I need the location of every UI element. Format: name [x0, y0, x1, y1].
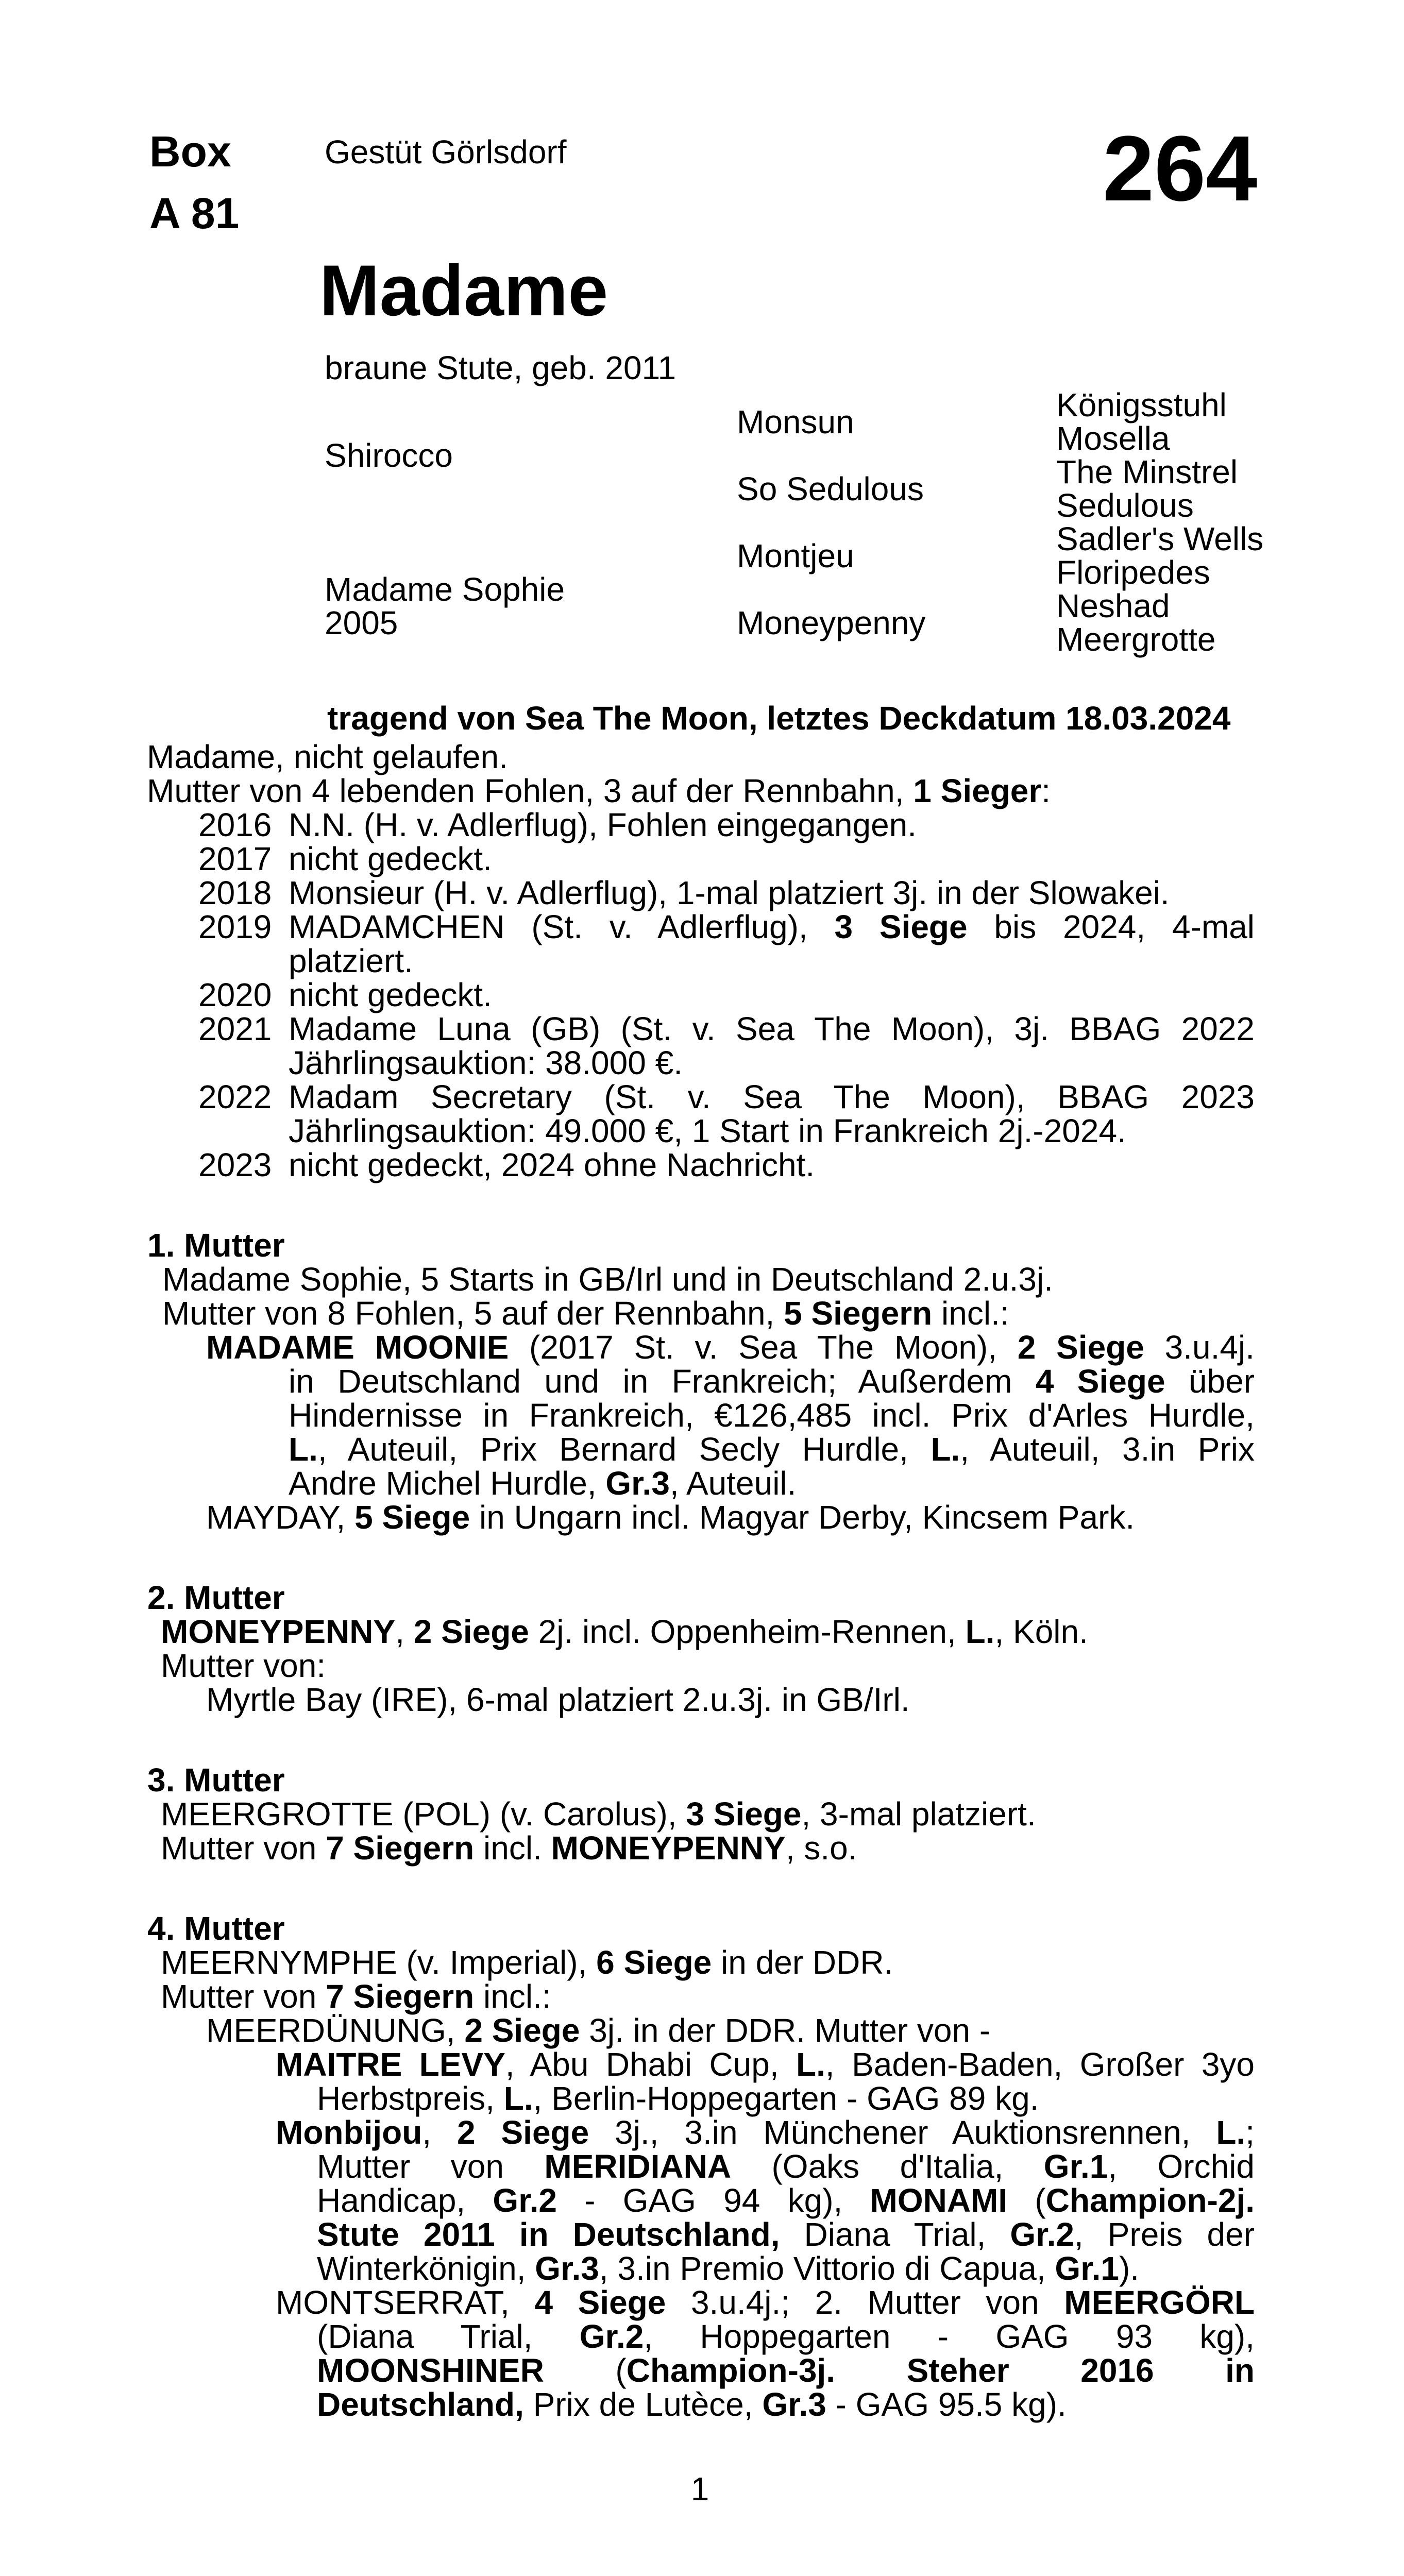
text-segment: incl.: [932, 1295, 1009, 1332]
bold-text-segment: 4 Siege [534, 2284, 666, 2321]
bold-text-segment: 3 Siege [834, 908, 968, 945]
text-segment: - GAG 95.5 kg). [826, 2386, 1067, 2423]
text-segment: (Oaks d'Italia, [731, 2148, 1044, 2185]
page-number: 1 [690, 2470, 709, 2507]
text-segment: (Diana Trial, [317, 2318, 580, 2355]
line [161, 1946, 893, 1979]
bold-text-segment: Gr.2 [493, 2182, 557, 2219]
bold-text-segment: Gr.2 [1010, 2216, 1074, 2253]
line [289, 1467, 796, 1500]
line-dam-summary [147, 774, 1051, 807]
text-segment: , Baden-Baden, Großer 3yo [825, 2046, 1255, 2083]
text-segment: ( [544, 2352, 627, 2389]
bold-text-segment: MERIDIANA [544, 2148, 732, 2185]
bold-text-segment: L. [965, 1613, 995, 1650]
produce-text [289, 978, 492, 1011]
bold-text-segment: Gr.3 [535, 2250, 599, 2287]
text-segment: , Auteuil, Prix Bernard Secly Hurdle, [317, 1431, 931, 1468]
horse-name: Madame [319, 250, 608, 331]
text-segment: 2016 [198, 806, 272, 843]
bold-text-segment: L. [796, 2046, 825, 2083]
pedigree-dam-year: 2005 [325, 604, 398, 641]
text-segment: über [1165, 1363, 1255, 1400]
line [317, 2354, 1255, 2387]
bold-text-segment: 3 Siege [686, 1795, 802, 1833]
pedigree-sire-sire: Monsun [737, 403, 854, 440]
line [161, 1795, 1036, 1833]
line [161, 1615, 1088, 1648]
line [317, 2184, 1255, 2217]
bold-text-segment: Champion-3j. Steher 2016 in [626, 2352, 1255, 2389]
text-segment: incl.: [474, 1978, 551, 2015]
bold-text-segment: 3. Mutter [147, 1761, 285, 1799]
text-segment: Herbstpreis, [317, 2080, 504, 2117]
line [161, 1649, 326, 1682]
bold-text-segment: MONAMI [870, 2182, 1008, 2219]
produce-text [289, 1114, 1126, 1147]
produce-year [198, 978, 272, 1011]
bold-text-segment: L. [1216, 2114, 1246, 2151]
bold-text-segment: Gr.1 [1043, 2148, 1108, 2185]
pedigree-gg-3: The Minstrel [1056, 453, 1238, 490]
bold-text-segment: 2 Siege [464, 2012, 580, 2049]
box-label: Box [149, 127, 231, 176]
produce-year [198, 842, 272, 875]
text-segment: Mutter von [161, 1829, 326, 1867]
produce-text [289, 1046, 683, 1079]
bold-text-segment: Gr.1 [1055, 2250, 1119, 2287]
text-segment: Mutter von 8 Fohlen, 5 auf der Rennbahn, [162, 1295, 784, 1332]
horse-description: braune Stute, geb. 2011 [325, 349, 676, 386]
text-segment: - GAG 94 kg), [556, 2182, 870, 2219]
text-segment: Madame Sophie, 5 Starts in GB/Irl und in Deutschland 2.u.3j. [162, 1261, 1053, 1298]
text-segment: 2018 [198, 874, 272, 911]
pedigree-gg-6: Floripedes [1056, 554, 1210, 591]
line [161, 1829, 857, 1867]
text-segment: , 3-mal platziert. [801, 1795, 1036, 1833]
bold-text-segment: MONEYPENNY [551, 1829, 786, 1867]
text-segment: 2017 [198, 840, 272, 877]
line [206, 1501, 1135, 1534]
text-segment: bis 2024, 4-mal [967, 908, 1255, 945]
text-segment: ; [1245, 2114, 1255, 2151]
line [289, 1365, 1255, 1398]
line [206, 1683, 910, 1716]
text-segment: Prix de Lutèce, [523, 2386, 763, 2423]
text-segment: Winterkönigin, [317, 2250, 535, 2287]
text-segment: , Hoppegarten - GAG 93 kg), [644, 2318, 1255, 2355]
text-segment: , Orchid [1108, 2148, 1255, 2185]
bold-text-segment: 2 Siege [457, 2114, 589, 2151]
text-segment: 2j. incl. Oppenheim-Rennen, [529, 1613, 966, 1650]
line [317, 2252, 1139, 2285]
line-not-raced [147, 740, 508, 773]
produce-year [198, 808, 272, 841]
line [161, 1980, 551, 2013]
bold-text-segment: Monbijou [276, 2114, 422, 2151]
text-segment: MEERNYMPHE (v. Imperial), [161, 1944, 597, 1981]
pedigree-dam: Madame Sophie [325, 571, 565, 608]
box-number: A 81 [149, 189, 240, 238]
text-segment: 3.u.4j.; 2. Mutter von [666, 2284, 1064, 2321]
consignor-name: Gestüt Görlsdorf [325, 133, 567, 171]
heading-4-mutter [147, 1912, 285, 1945]
text-segment: , Auteuil. [669, 1465, 797, 1502]
text-segment: Mutter von: [161, 1647, 326, 1684]
text-segment: platziert. [289, 942, 413, 979]
text-segment: incl. [474, 1829, 551, 1867]
line [162, 1263, 1053, 1296]
bold-text-segment: 5 Siege [354, 1499, 470, 1536]
bold-text-segment: 1. Mutter [147, 1227, 285, 1264]
text-segment: in der DDR. [712, 1944, 893, 1981]
pedigree-gg-8: Meergrotte [1056, 621, 1216, 658]
produce-text [289, 910, 1255, 943]
text-segment: Diana Trial, [780, 2216, 1010, 2253]
heading-2-mutter [147, 1581, 285, 1614]
produce-text [289, 808, 917, 841]
text-segment: , Berlin-Hoppegarten - GAG 89 kg. [533, 2080, 1039, 2117]
pedigree-gg-2: Mosella [1056, 420, 1170, 457]
text-segment: Jährlingsauktion: 49.000 €, 1 Start in Frankreich 2j.-2024. [289, 1112, 1126, 1149]
pedigree-dam-dam: Moneypenny [737, 604, 926, 641]
line [206, 1331, 1255, 1364]
produce-year [198, 1148, 272, 1181]
text-segment: , [422, 2114, 457, 2151]
heading-1-mutter [147, 1229, 285, 1262]
bold-text-segment: 2 Siege [1017, 1329, 1144, 1366]
bold-text-segment: L. [931, 1431, 960, 1468]
text-segment: 2020 [198, 976, 272, 1013]
text-segment: Madam Secretary (St. v. Sea The Moon), BBAG 2023 [289, 1078, 1255, 1115]
bold-text-segment: 4 Siege [1035, 1363, 1165, 1400]
produce-year [198, 876, 272, 909]
text-segment: nicht gedeckt, 2024 ohne Nachricht. [289, 1146, 815, 1183]
bold-text-segment: L. [289, 1431, 318, 1468]
text-segment: 2019 [198, 908, 272, 945]
text-segment: , [395, 1613, 414, 1650]
text-segment: Monsieur (H. v. Adlerflug), 1-mal platziert 3j. in der Slowakei. [289, 874, 1170, 911]
bold-text-segment: Stute 2011 in Deutschland, [317, 2216, 780, 2253]
covering-note: tragend von Sea The Moon, letztes Deckdatum 18.03.2024 [327, 700, 1231, 737]
bold-text-segment: Gr.3 [762, 2386, 826, 2423]
text-segment: (2017 St. v. Sea The Moon), [509, 1329, 1018, 1366]
pedigree-gg-1: Königsstuhl [1056, 386, 1227, 423]
text-segment: MEERDÜNUNG, [206, 2012, 465, 2049]
line [276, 2286, 1255, 2319]
text-segment: nicht gedeckt. [289, 976, 492, 1013]
bold-text-segment: 1 Sieger [913, 772, 1042, 809]
line [317, 2388, 1067, 2421]
text-segment: 3.u.4j. [1144, 1329, 1255, 1366]
heading-3-mutter [147, 1761, 285, 1799]
bold-text-segment: 7 Siegern [326, 1978, 475, 2015]
bold-text-segment: L. [503, 2080, 533, 2117]
text-segment: nicht gedeckt. [289, 840, 492, 877]
pedigree-gg-4: Sedulous [1056, 487, 1194, 524]
text-segment: MADAMCHEN (St. v. Adlerflug), [289, 908, 835, 945]
text-segment: Jährlingsauktion: 38.000 €. [289, 1044, 683, 1081]
text-segment: Andre Michel Hurdle, [289, 1465, 606, 1502]
line [317, 2150, 1255, 2183]
line [317, 2320, 1255, 2353]
bold-text-segment: 2. Mutter [147, 1579, 285, 1616]
text-segment: MONTSERRAT, [276, 2284, 535, 2321]
text-segment: Mutter von [317, 2148, 545, 2185]
line [289, 1399, 1255, 1432]
text-segment: , s.o. [785, 1829, 857, 1867]
bold-text-segment: Champion-2j. [1045, 2182, 1255, 2219]
bold-text-segment: 6 Siege [596, 1944, 712, 1981]
pedigree-gg-5: Sadler's Wells [1056, 520, 1264, 557]
bold-text-segment: Gr.3 [605, 1465, 670, 1502]
bold-text-segment: 4. Mutter [147, 1910, 285, 1947]
text-segment: N.N. (H. v. Adlerflug), Fohlen eingegangen. [289, 806, 917, 843]
pedigree-sire-dam: So Sedulous [737, 470, 924, 507]
text-segment: Madame, nicht gelaufen. [147, 738, 508, 775]
text-segment: Hindernisse in Frankreich, €126,485 incl. Prix d'Arles Hurdle, [289, 1397, 1255, 1434]
text-segment: 3j. in der DDR. Mutter von - [580, 2012, 991, 2049]
text-segment: Myrtle Bay (IRE), 6-mal platziert 2.u.3j. in GB/Irl. [206, 1681, 910, 1718]
produce-year [198, 1080, 272, 1113]
produce-year [198, 1012, 272, 1045]
produce-year [198, 910, 272, 943]
produce-text [289, 1080, 1255, 1113]
text-segment: , Auteuil, 3.in Prix [960, 1431, 1255, 1468]
bold-text-segment: MOONSHINER [317, 2352, 544, 2389]
text-segment: MEERGROTTE (POL) (v. Carolus), [161, 1795, 686, 1833]
text-segment: 3j., 3.in Münchener Auktionsrennen, [589, 2114, 1216, 2151]
text-segment: ). [1119, 2250, 1140, 2287]
bold-text-segment: MEERGÖRL [1064, 2284, 1255, 2321]
text-segment: in Deutschland und in Frankreich; Außerdem [289, 1363, 1036, 1400]
text-segment: Madame Luna (GB) (St. v. Sea The Moon), 3j. BBAG 2022 [289, 1010, 1255, 1047]
bold-text-segment: Deutschland, [317, 2386, 524, 2423]
bold-text-segment: MONEYPENNY [161, 1613, 396, 1650]
text-segment: 2022 [198, 1078, 272, 1115]
text-segment: , Preis der [1074, 2216, 1255, 2253]
text-segment: Mutter von [161, 1978, 326, 2015]
text-segment: Mutter von 4 lebenden Fohlen, 3 auf der Rennbahn, [147, 772, 914, 809]
line [317, 2082, 1039, 2115]
text-segment: , Abu Dhabi Cup, [505, 2046, 797, 2083]
line [317, 2218, 1255, 2251]
bold-text-segment: 7 Siegern [326, 1829, 475, 1867]
bold-text-segment: Gr.2 [579, 2318, 644, 2355]
text-segment: Handicap, [317, 2182, 493, 2219]
produce-text [289, 876, 1170, 909]
produce-text [289, 842, 492, 875]
bold-text-segment: MADAME MOONIE [206, 1329, 509, 1366]
text-segment: ( [1007, 2182, 1046, 2219]
bold-text-segment: 2 Siege [413, 1613, 529, 1650]
bold-text-segment: MAITRE LEVY [276, 2046, 505, 2083]
line [289, 1433, 1255, 1466]
text-segment: , Köln. [994, 1613, 1088, 1650]
line [276, 2048, 1255, 2081]
produce-text [289, 1148, 815, 1181]
lot-number: 264 [1103, 117, 1258, 221]
text-segment: : [1041, 772, 1051, 809]
pedigree-gg-7: Neshad [1056, 587, 1170, 624]
line [276, 2116, 1255, 2149]
line [206, 2014, 990, 2047]
line [162, 1297, 1009, 1330]
produce-text [289, 1012, 1255, 1045]
text-segment: MAYDAY, [206, 1499, 355, 1536]
pedigree-sire: Shirocco [325, 437, 453, 474]
text-segment: 2023 [198, 1146, 272, 1183]
text-segment: 2021 [198, 1010, 272, 1047]
bold-text-segment: 5 Siegern [784, 1295, 933, 1332]
text-segment: , 3.in Premio Vittorio di Capua, [599, 2250, 1055, 2287]
produce-text [289, 944, 413, 977]
text-segment: in Ungarn incl. Magyar Derby, Kincsem Park. [470, 1499, 1135, 1536]
pedigree-dam-sire: Montjeu [737, 537, 854, 574]
